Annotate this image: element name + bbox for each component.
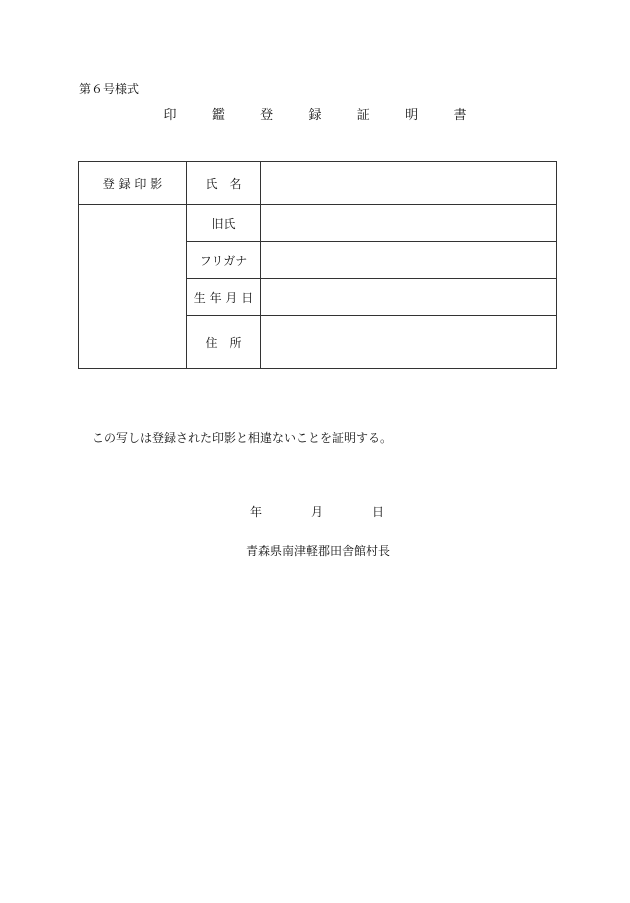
title-char: 証 [356, 108, 370, 123]
furigana-label: フリガナ [187, 242, 261, 279]
title-char: 登 [260, 108, 274, 123]
seal-impression-label: 登 録 印 影 [79, 162, 187, 205]
name-field[interactable] [261, 162, 557, 205]
document-title [160, 104, 470, 123]
name-label: 氏 名 [187, 162, 261, 205]
birthdate-field[interactable] [261, 279, 557, 316]
address-label: 住 所 [187, 316, 261, 369]
title-char: 録 [308, 108, 322, 123]
registration-table [78, 161, 557, 369]
form-number: 第６号様式 [79, 82, 140, 96]
former-name-label: 旧氏 [187, 205, 261, 242]
table-row-former-name [79, 205, 557, 242]
day-label: 日 [371, 505, 384, 519]
address-field[interactable] [261, 316, 557, 369]
title-char: 明 [405, 108, 419, 123]
year-label: 年 [250, 505, 263, 519]
month-label: 月 [310, 505, 323, 519]
seal-impression-area [79, 205, 187, 369]
former-name-field[interactable] [261, 205, 557, 242]
furigana-field[interactable] [261, 242, 557, 279]
title-char: 鑑 [211, 108, 225, 123]
certification-statement: この写しは登録された印影と相違ないことを証明する。 [92, 431, 393, 445]
title-char: 書 [453, 108, 467, 123]
issue-date [250, 503, 384, 520]
title-char: 印 [163, 108, 177, 123]
issuer-name: 青森県南津軽郡田舎館村長 [246, 544, 391, 558]
table-row-name [79, 162, 557, 205]
birthdate-label: 生 年 月 日 [187, 279, 261, 316]
